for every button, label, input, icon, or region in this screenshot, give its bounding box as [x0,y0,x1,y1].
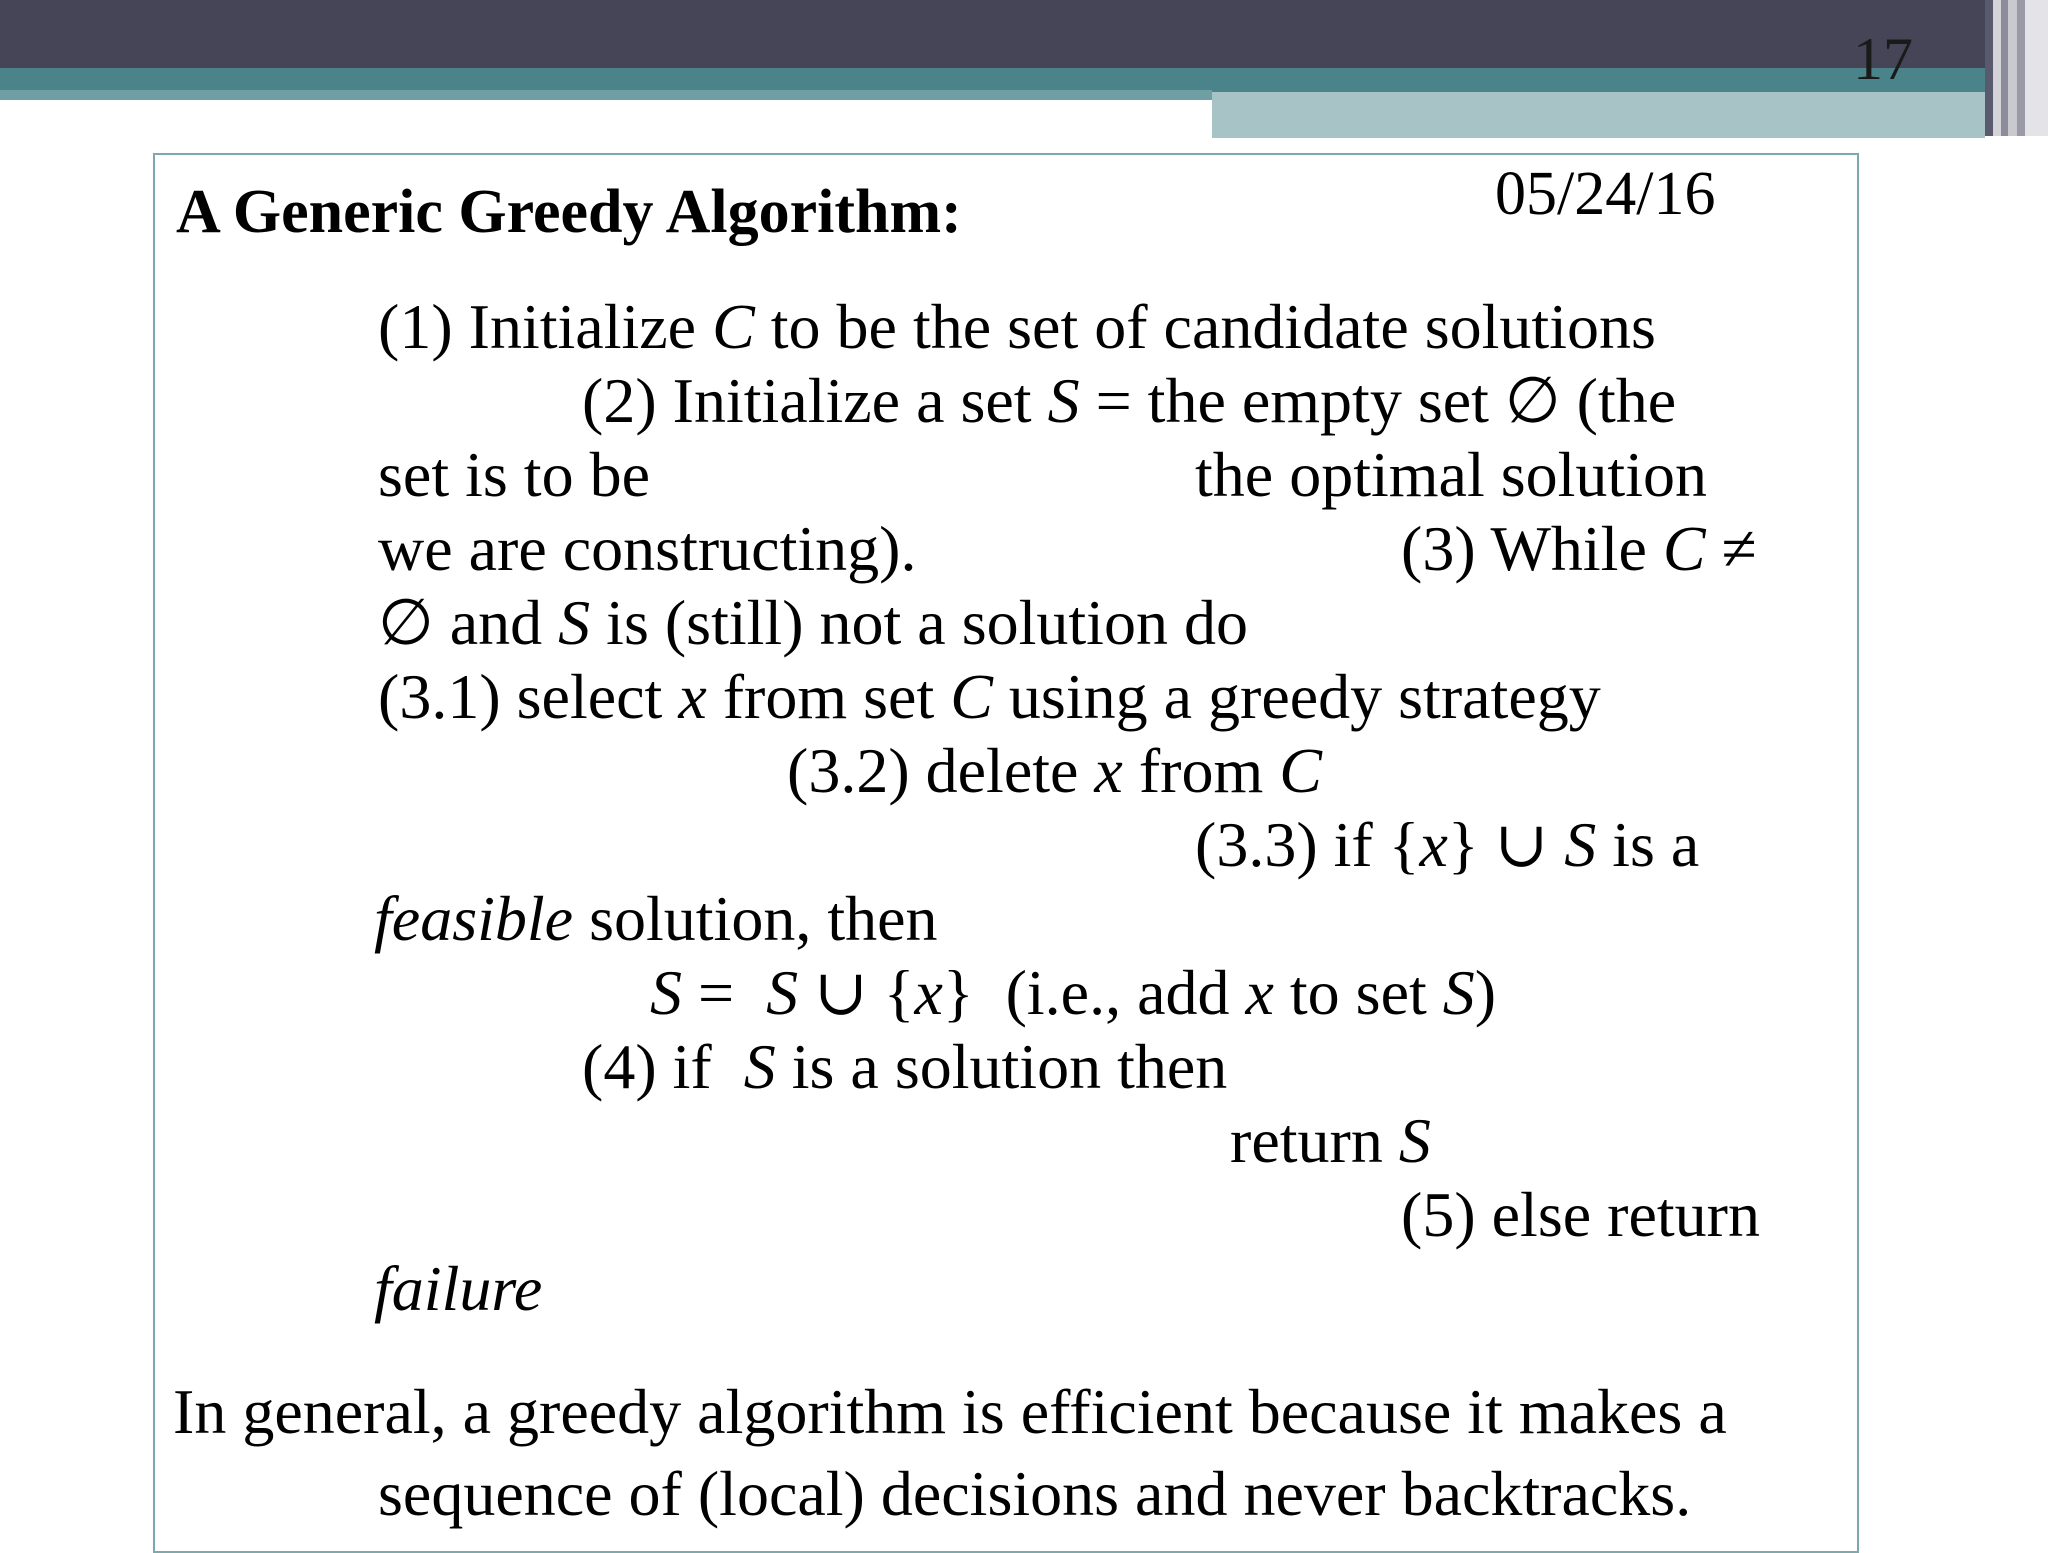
edge-stripe [2001,0,2008,136]
edge-stripe [1993,0,2001,136]
step-5: (5) else return [1401,1179,1760,1250]
step-2-line-3: we are constructing). [378,513,917,584]
header-bar-teal-thin [0,90,1212,100]
step-1: (1) Initialize C to be the set of candidate solutions [378,291,1656,362]
step-3-3: (3.3) if {x} ∪ S is a [1195,809,1700,880]
step-2: (2) Initialize a set S = the empty set ∅ (the [582,365,1677,436]
return-line: return S [1230,1105,1431,1176]
step-3-1: (3.1) select x from set C using a greedy strategy [378,661,1601,732]
assignment-line: S = S ∪ {x} (i.e., add x to set S) [650,957,1497,1028]
header-bar-teal [0,68,1985,92]
header-bar-light [1212,92,1985,138]
edge-stripe [2008,0,2017,136]
edge-stripe [2025,0,2048,136]
edge-stripe [2017,0,2025,136]
edge-stripe [1985,0,1993,136]
slide-date: 05/24/16 [1495,160,1716,228]
step-3: (3) While C ≠ [1401,513,1757,584]
step-2-line-2-right: the optimal solution [1195,439,1707,510]
step-5-line-2: failure [374,1253,543,1324]
conclusion-line-2: sequence of (local) decisions and never backtracks. [378,1458,1692,1529]
slide-title: A Generic Greedy Algorithm: [176,178,962,246]
header-bar-dark [0,0,1985,68]
step-2-line-2: set is to be [378,439,650,510]
step-3-3-line-2: feasible solution, then [374,883,938,954]
slide-number: 17 [1853,26,1913,92]
step-3-line-2: ∅ and S is (still) not a solution do [378,587,1248,658]
step-3-2: (3.2) delete x from C [787,735,1322,806]
step-4: (4) if S is a solution then [582,1031,1228,1102]
conclusion-line-1: In general, a greedy algorithm is efficient because it makes a [173,1376,1727,1447]
